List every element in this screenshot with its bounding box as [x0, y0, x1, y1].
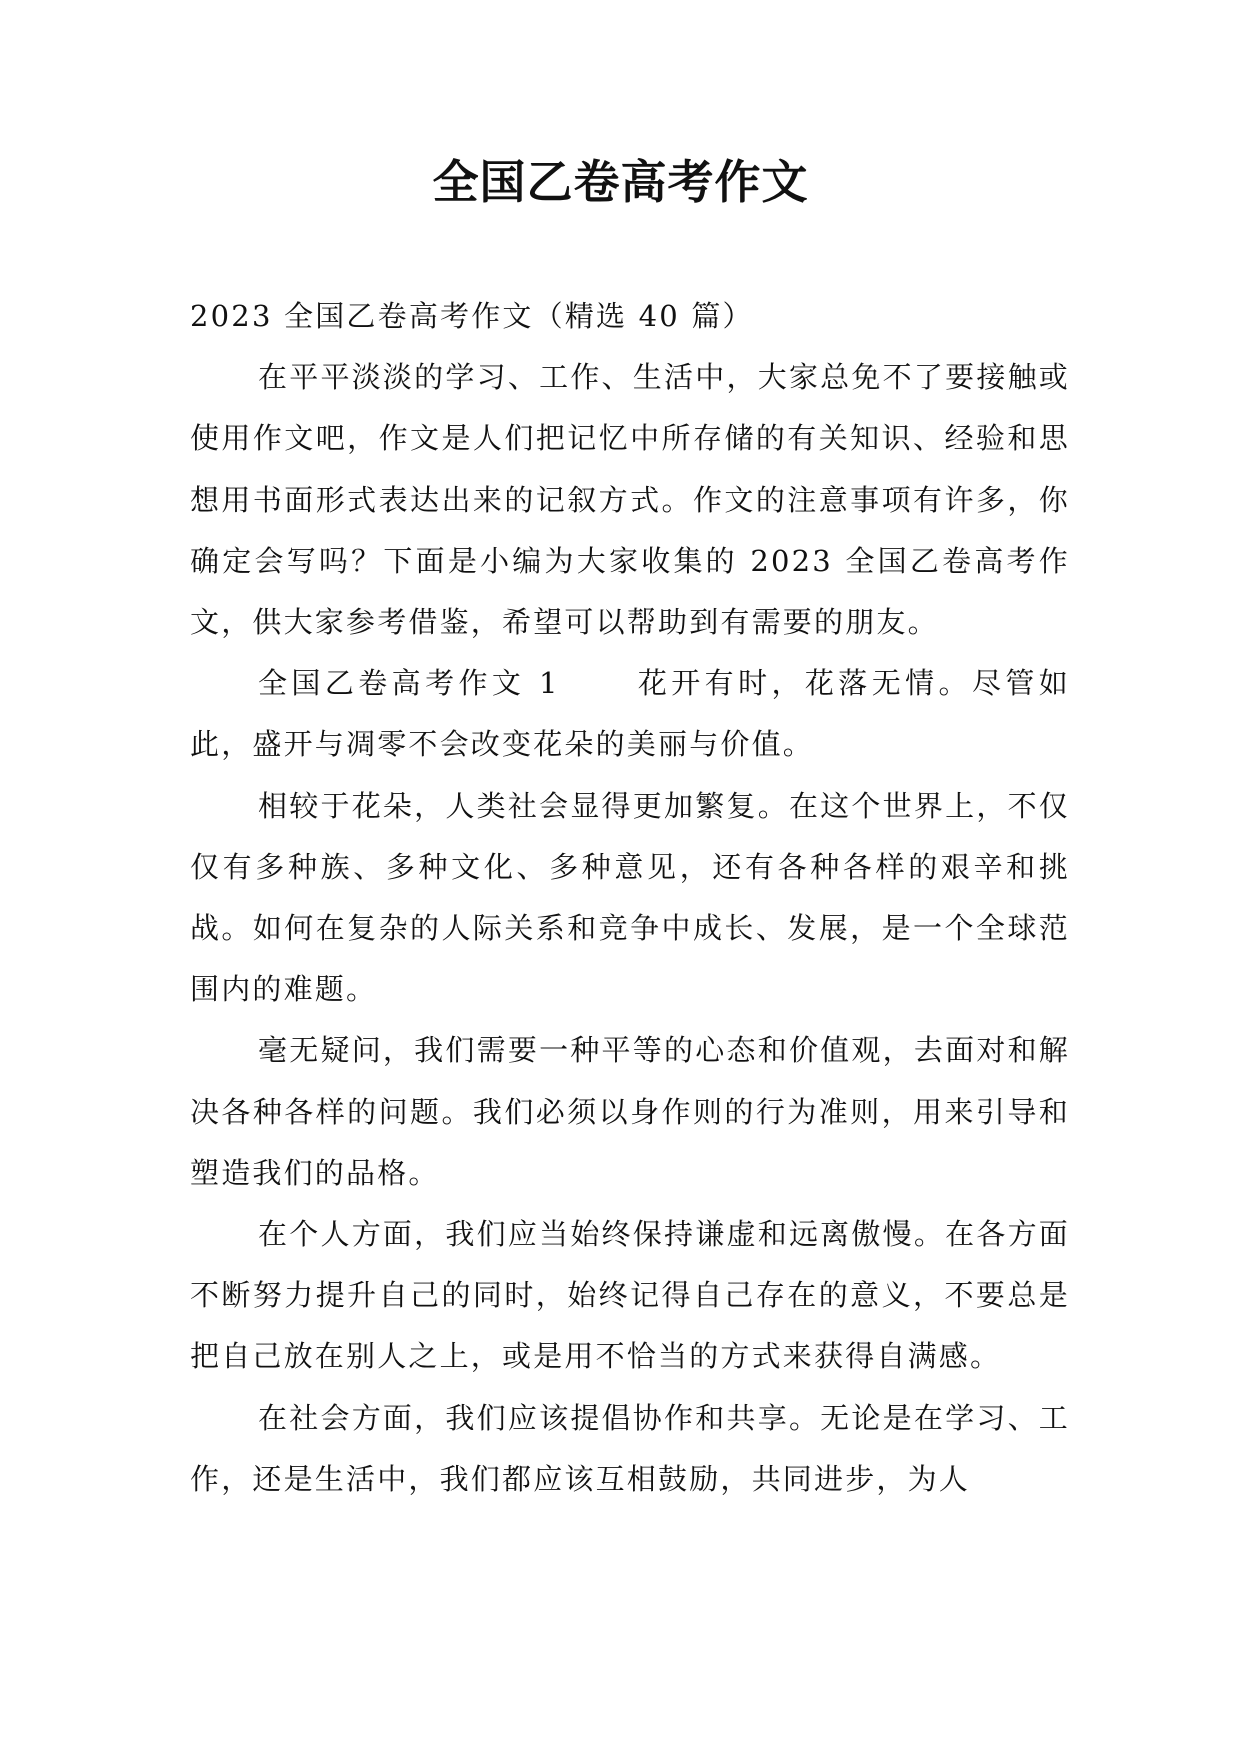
document-title: 全国乙卷高考作文 — [432, 155, 809, 209]
body-paragraph: 在个人方面，我们应当始终保持谦虚和远离傲慢。在各方面不断努力提升自己的同时，始终记得自己存在的意义，不要总是把自己放在别人之上，或是用不恰当的方式来获得自满感。 — [190, 1217, 1070, 1374]
intro-paragraph: 在平平淡淡的学习、工作、生活中，大家总免不了要接触或使用作文吧，作文是人们把记忆中所存储的有关知识、经验和思想用书面形式表达出来的记叙方式。作文的注意事项有许多，你确定会写吗？下面是小编为大家收集的 2023 全国乙卷高考作文，供大家参考借鉴，希望可以帮助到有需要的朋友。 — [190, 360, 1070, 640]
body-paragraph: 相较于花朵，人类社会显得更加繁复。在这个世界上，不仅仅有多种族、多种文化、多种意见，还有各种各样的艰辛和挑战。如何在复杂的人际关系和竞争中成长、发展，是一个全球范围内的难题。 — [190, 788, 1070, 1007]
document-body — [190, 286, 1070, 1510]
body-paragraph: 在社会方面，我们应该提倡协作和共享。无论是在学习、工作，还是生活中，我们都应该互相鼓励，共同进步，为人 — [190, 1400, 1070, 1496]
essay-heading: 全国乙卷高考作文 1 — [258, 666, 560, 701]
essay-opening: 花开有时，花落无情。尽管如此，盛开与凋零不会改变花朵的美丽与价值。 — [190, 666, 1070, 762]
document-subtitle: 2023 全国乙卷高考作文（精选 40 篇） — [190, 299, 754, 333]
essay-first-paragraph — [190, 653, 1070, 775]
body-paragraph: 毫无疑问，我们需要一种平等的心态和价值观，去面对和解决各种各样的问题。我们必须以身作则的行为准则，用来引导和塑造我们的品格。 — [190, 1033, 1070, 1190]
